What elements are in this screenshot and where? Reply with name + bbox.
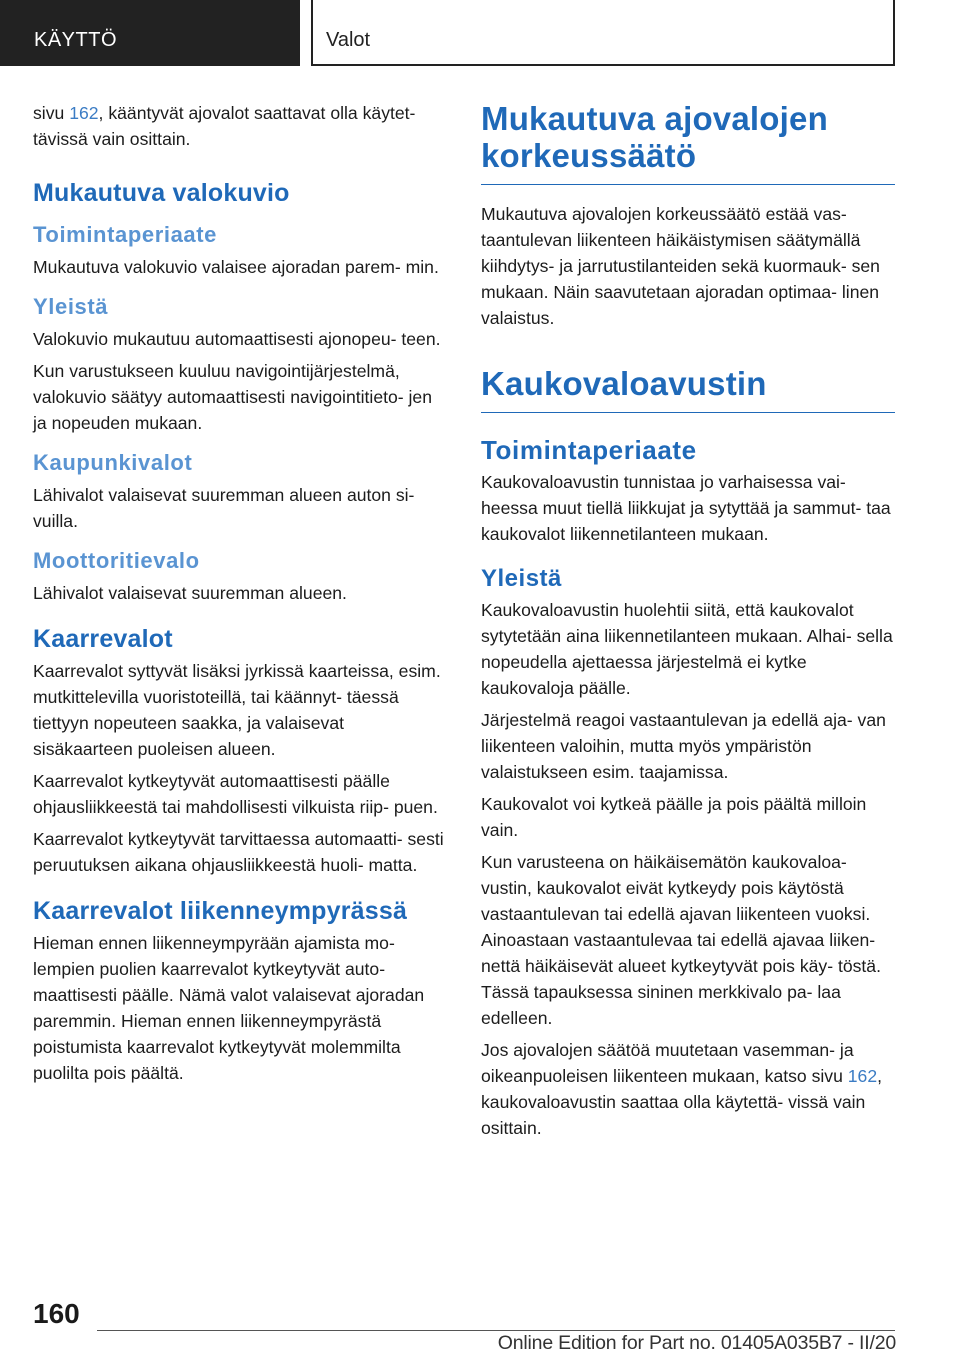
hb-principle-text: Kaukovaloavustin tunnistaa jo varhaisessa vai‐ heessa muut tiellä liikkujat ja sytyttää ja sammut‐ taa kaukovalot liikennetilanteen mukaan. bbox=[481, 472, 891, 544]
heading-headlight-leveling: Mukautuva ajovalojen korkeussäätö bbox=[481, 100, 895, 185]
heading-city-lights: Kaupunkivalot bbox=[33, 450, 193, 475]
hb-general-paragraph-2: Järjestelmä reagoi vastaantulevan ja edellä aja‐ van liikenteen valoihin, mutta myös ympäristön valaistukseen esim. taajamissa. bbox=[481, 710, 886, 782]
hb-general-paragraph-3: Kaukovalot voi kytkeä päälle ja pois päältä milloin vain. bbox=[481, 794, 867, 840]
hb-general-paragraph-4: Kun varusteena on häikäisemätön kaukovaloa‐ vustin, kaukovalot eivät kytkeydy pois käytöstä vastaantulevan tai edellä ajavan liikenteen vuoksi. Ainoastaan vastaantulevaa tai edellä ajavaa liiken‐ nettä häikäisevät alueet kytkeytyvät pois käy‐ töstä. Tässä tapauksessa sininen merkkivalo pa‐ laa edelleen. bbox=[481, 852, 881, 1028]
footer-divider bbox=[97, 1330, 895, 1331]
city-lights-text: Lähivalot valaisevat suuremman alueen auton si‐ vuilla. bbox=[33, 485, 415, 531]
left-column bbox=[33, 100, 448, 1092]
page-header bbox=[0, 0, 960, 66]
heading-roundabout: Kaarrevalot liikenneympyrässä bbox=[33, 897, 408, 925]
section-tab bbox=[0, 0, 300, 66]
general-paragraph-2: Kun varustukseen kuuluu navigointijärjestelmä, valokuvio säätyy automaattisesti navigointitieto‐ jen ja nopeuden mukaan. bbox=[33, 361, 433, 433]
right-column bbox=[481, 100, 895, 1147]
page-link-162[interactable]: 162 bbox=[69, 103, 99, 123]
principle-text: Mukautuva valokuvio valaisee ajoradan parem‐ min. bbox=[33, 257, 439, 277]
heading-hb-general: Yleistä bbox=[481, 565, 562, 592]
heading-general: Yleistä bbox=[33, 294, 109, 319]
page-link-162-right[interactable]: 162 bbox=[847, 1066, 878, 1086]
intro-paragraph bbox=[33, 100, 448, 152]
chapter-box bbox=[311, 0, 895, 66]
leveling-text: Mukautuva ajovalojen korkeussäätö estää vas‐ taantulevan liikenteen häikäistymisen säätymällä kiihdytys- ja jarrutustilanteiden sekä kuormauk‐ sen mukaan. Näin saavutetaan ajoradan optimaa‐ linen valaistus. bbox=[481, 204, 880, 328]
heading-hb-principle: Toimintaperiaate bbox=[481, 435, 697, 465]
general-paragraph-1: Valokuvio mukautuu automaattisesti ajonopeu‐ teen. bbox=[33, 329, 441, 349]
intro-prefix: sivu bbox=[33, 103, 70, 123]
heading-adaptive-pattern: Mukautuva valokuvio bbox=[33, 179, 290, 207]
edition-watermark: Online Edition for Part no. 01405A035B7 - II/20 bbox=[497, 1332, 896, 1354]
section-label: KÄYTTÖ bbox=[34, 29, 118, 51]
page-number: 160 bbox=[33, 1298, 80, 1329]
hb-general-paragraph-1: Kaukovaloavustin huolehtii siitä, että kaukovalot sytytetään aina liikennetilanteen mukaan. Alhai‐ sella nopeudella ajettaessa järjestelmä ei kytke kaukovaloja päälle. bbox=[481, 600, 893, 698]
roundabout-text: Hieman ennen liikenneympyrään ajamista mo‐ lempien puolien kaarrevalot kytkeytyvät auto‐ maattisesti päälle. Nämä valot valaisevat ajoradan paremmin. Hieman ennen liikenneympyrästä poistumista kaarrevalot kytkeytyvät molemmilta puolilta pois päältä. bbox=[33, 933, 425, 1083]
cornering-paragraph-1: Kaarrevalot syttyvät lisäksi jyrkissä kaarteissa, esim. mutkittelevilla vuoristoteillä, tai käännyt‐ täessä tiettyyn nopeuteen saakka, ja valaisevat sisäkaarteen puoleisen alueen. bbox=[33, 661, 441, 759]
motorway-light-text: Lähivalot valaisevat suuremman alueen. bbox=[33, 583, 347, 603]
heading-cornering-lights: Kaarrevalot bbox=[33, 625, 173, 653]
heading-motorway-light: Moottoritievalo bbox=[33, 548, 200, 573]
heading-high-beam-assistant: Kaukovaloavustin bbox=[481, 365, 895, 413]
intro-rest: , kääntyvät ajovalot saattavat olla käytet‐ tävissä vain osittain. bbox=[33, 103, 416, 149]
hb-general-paragraph-5 bbox=[481, 1037, 895, 1141]
cornering-paragraph-3: Kaarrevalot kytkeytyvät tarvittaessa automaatti‐ sesti peruutuksen aikana ohjausliikkeestä huoli‐ matta. bbox=[33, 829, 444, 875]
hb-p5-rest: , kaukovaloavustin saattaa olla käytettä‐ vissä vain osittain. bbox=[481, 1066, 883, 1138]
chapter-label: Valot bbox=[326, 29, 371, 51]
hb-p5-prefix: Jos ajovalojen säätöä muutetaan vasemman- ja oikeanpuoleisen liikenteen mukaan, katso sivu bbox=[481, 1040, 854, 1086]
cornering-paragraph-2: Kaarrevalot kytkeytyvät automaattisesti päälle ohjausliikkeestä tai mahdollisesti vilkuista riip‐ puen. bbox=[33, 771, 438, 817]
heading-principle: Toimintaperiaate bbox=[33, 222, 218, 247]
